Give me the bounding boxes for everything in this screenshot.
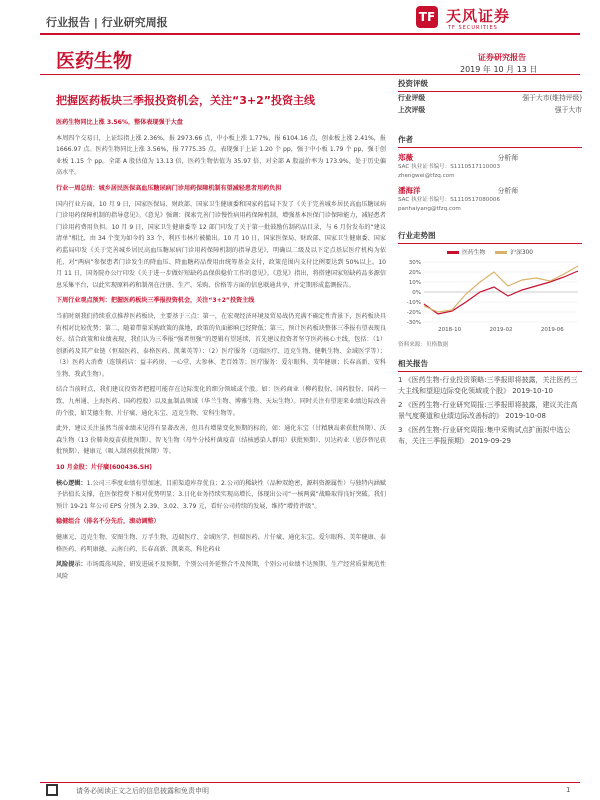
section-label: 风险提示： — [56, 561, 87, 569]
authors-title: 作者 — [398, 132, 582, 148]
series-line — [424, 271, 578, 314]
trend-chart — [398, 256, 582, 336]
report-headline: 把握医药板块三季报投资机会，关注“3+2”投资主线 — [56, 94, 315, 107]
trend-title: 行业走势图 — [398, 228, 582, 244]
rating-label: 上次评级 — [398, 106, 426, 114]
rating-label: 行业评级 — [398, 94, 426, 102]
section-label: 国内行业方面，10 月 9 日， — [56, 200, 135, 208]
legend-item — [447, 247, 485, 256]
report-date: 2019 年 10 月 13 日 — [460, 65, 538, 74]
author-cert: SAC 执业证书编号：S1110517110003 — [398, 164, 501, 170]
section-paragraph: 市场震荡风险，研发进展不及预期，个别公司外延整合不及预期，个别公司业绩不达预期、生产经营质量规范性风险 — [56, 561, 387, 580]
chart-legend — [398, 247, 582, 256]
section-heading: 稳健组合（排名不分先后，滚动调整） — [56, 518, 160, 526]
rating-title: 投资评级 — [398, 76, 582, 92]
series-line — [424, 266, 578, 312]
y-tick-label: 10% — [408, 280, 421, 286]
legend-label: 沪深300 — [510, 250, 533, 256]
section-paragraph: 1.公司三季度业绩有望加速，目前渠道库存优良；2.公司的稀缺性（品种双绝密，源料资源属性）与独特内涵赋予估值长支撑，在医保控费下相对优势明显；3.日化业务持续实现高增长，体现出公司“一核两翼”战略取得良好突破。我们预计 19-21 年公司 EPS 分别为 2.39、3.02、3.79 元，看好公司持续的发展，维持“增持评级”。 — [56, 479, 387, 510]
author-email[interactable]: panhaiyang@tfzq.com — [398, 206, 461, 212]
y-tick-label: -20% — [406, 310, 421, 316]
x-tick-label: 2018-10 — [438, 327, 462, 333]
related-report[interactable]: 1 《医药生物-行业投资策略:三季报即将披露，关注医药三大主线和望迎边际变化领域或个股》 2019-10-10 — [398, 376, 578, 395]
title-divider — [40, 74, 580, 75]
section-heading: 行业一周总结：城乡居民医保高血压糖尿病门诊用药保障机制有望减轻患者用药负担 — [56, 184, 282, 192]
y-tick-label: -30% — [406, 320, 421, 326]
y-tick-label: -10% — [406, 300, 421, 306]
main-body — [56, 117, 386, 586]
rating-row — [398, 92, 582, 104]
chart-source: 资料来源：贝格数据 — [398, 342, 449, 348]
logo — [402, 4, 572, 34]
related-report[interactable]: 3 《医药生物-行业研究周报:集中采购试点扩面拟中选公布，关注三季报预期》 2019-09-29 — [398, 426, 571, 445]
logo-subtext: TF SECURITIES — [448, 25, 498, 31]
section-heading: 10 月金股：片仔癀(600436.SH) — [56, 464, 153, 472]
author-row — [398, 152, 582, 163]
section-paragraph: 国家医保局、财政部、国家卫生健康委和国家药监局下发了《关于完善城乡居民高血压糖尿病门诊用药保障机制的指导意见》。《意见》强调：探索完善门诊慢性病用药保障机制，增强基本医保门诊保障能力，减轻患者门诊用药费用负担。10 月 9 日，国家卫生健康委等 12 部门印发了关于第一批鼓励仿制药品目录，与 6 月份发布的“建议清单”相比，由 34 个变为如今的 33 个，利匹韦林片被撤出。10 月 10 日，国家医保局、财政部、国家卫生健康委、国家药监局印发《关于完善城乡居民高血压糖尿病门诊用药保障机制的指导意见》，明确以二级及以下定点基层医疗机构为依托，对“两病”参保患者门诊发生的降血压、降血糖药品费用由统筹基金支付，政策范围内支付比例要达到 50%以上。10 月 11 日，国务院办公厅印发《关于进一步做好短缺药品保供稳价工作的意见》。《意见》指出，将搭建国家短缺药品多源信息采集平台，以此实现原料药和制剂在注册、生产、采购、价格等方面的信息联通共享，并定期形成监测报告。 — [56, 200, 387, 289]
x-tick-label: 2019-02 — [489, 327, 513, 333]
author-cert: SAC 执业证书编号：S1110517080006 — [398, 197, 501, 203]
section-paragraph: 当前时刻我们持续重点推荐医药板块，主要基于三点：第一，在宏观经济环境及贸易战仍充满不确定性背景下，医药板块具有相对比较优势；第二，随着带量采购政策的落地，政策的负面影响已经降低；第三，预计医药板块整体三季报有望表现良好。结合政策和业绩表现，我们认为三季报“强者恒强”的逻辑有望延续，首先建议投资者坚守医药核心主线，包括：（1）创新药及其产业链（恒瑞医药、泰格医药、凯莱英等）；（2）医疗服务（迈瑞医疗、迈克生物、健帆生物、金域医学等）；（3）医药大消费（连锁药店：益丰药房、一心堂、大参林、老百姓等；医疗服务：爱尔眼科、美年健康；长春高新、安科生物、我武生物）。 — [56, 312, 386, 378]
report-dept: 证券研究报告 — [478, 53, 526, 62]
footer-disclaimer: 请务必阅读正文之后的信息披露和免责申明 — [76, 787, 209, 795]
logo-icon: TF — [416, 6, 438, 28]
author-role: 分析师 — [497, 187, 518, 195]
breadcrumb: 行业报告 | 行业研究周报 — [46, 16, 168, 29]
author-role: 分析师 — [497, 154, 518, 162]
x-tick-label: 2019-06 — [540, 327, 564, 333]
y-tick-label: 0% — [412, 290, 421, 296]
page-number: 1 — [566, 786, 571, 794]
rating-row — [398, 104, 582, 116]
legend-label: 医药生物 — [462, 250, 486, 256]
legend-item — [495, 247, 533, 256]
related-report[interactable]: 2 《医药生物-行业研究周报:三季报即将披露，建议关注高景气度赛道和业绩边际改善标的》 2019-10-08 — [398, 401, 578, 420]
header-divider — [40, 33, 580, 35]
legend-swatch — [447, 251, 459, 254]
qr-code-icon — [46, 784, 58, 796]
y-tick-label: 20% — [408, 270, 421, 276]
author-email[interactable]: zhengwei@tfzq.com — [398, 173, 455, 179]
y-tick-label: 30% — [408, 260, 421, 266]
section-heading: 下周行业观点预判：把握医药板块三季报投资机会，关注“3+2”投资主线 — [56, 297, 255, 305]
section-paragraph: 本周四个交易日，上证综指上涨 2.36%，报 2973.66 点，中小板上涨 1.77%，报 6104.16 点，创业板上涨 2.41%，报 1666.97 点。医药生物同比上涨 3.56%，报 7775.35 点，表现强于上证 1.20 个 pp，强于中小板 1.79 个 pp，强于创业板 1.15 个 pp。全部 A 股估值为 13.13 倍，医药生物估值为 35.97 倍，对全部 A 股溢价率为 173.9%，处于历史偏高水平。 — [56, 134, 386, 177]
section-heading: 医药生物同比上涨 3.56%，整体表现强于大盘 — [56, 119, 183, 126]
author-row — [398, 185, 582, 196]
author-name: 潘海洋 — [398, 186, 421, 195]
section-label: 核心逻辑： — [56, 479, 87, 487]
rating-value: 强于大市 — [554, 106, 582, 114]
related-title: 相关报告 — [398, 356, 582, 372]
sidebar — [398, 76, 582, 450]
section-paragraph: 此外，建议关注虽然当前业绩未见得有显著改善，但具有增量变化预期的标的，如：通化东宝（甘精胰岛素获批预期）、沃森生物（13 价肺炎疫苗获批预期）、智飞生物（母牛分枝杆菌疫苗（结核感染人群用）获批预期）、贝达药业（恩莎替尼获批预期）、健康元（吸入制剂获批预期）等。 — [56, 425, 386, 456]
section-paragraph: 结合当前时点，我们建议投资者把握可能存在边际变化的细分领域或个股。如：医药商业（柳药股份、国药股份、国药一致、九州通、上海医药、国药控股）以及血制品领域（华兰生物、博雅生物、天坛生物）。同时关注有望迎来业绩边际改善的个股，如艾德生物、片仔癀、通化东宝、迈克生物、安科生物等。 — [56, 386, 386, 417]
logo-text: 天风证券 — [446, 7, 511, 25]
rating-value: 强于大市(维持评级) — [522, 94, 582, 102]
section-paragraph: 健康元、迈克生物、安图生物、万孚生物、迈瑞医疗、金域医学、恒瑞医药、片仔癀、通化东宝、爱尔眼科、美年健康、泰格医药、药明康德、云南白药、长春高新、凯莱英、科伦药业 — [56, 534, 386, 553]
footer-divider — [40, 782, 580, 783]
author-name: 郑薇 — [398, 153, 413, 162]
legend-swatch — [495, 251, 507, 254]
page-title: 医药生物 — [56, 50, 133, 72]
